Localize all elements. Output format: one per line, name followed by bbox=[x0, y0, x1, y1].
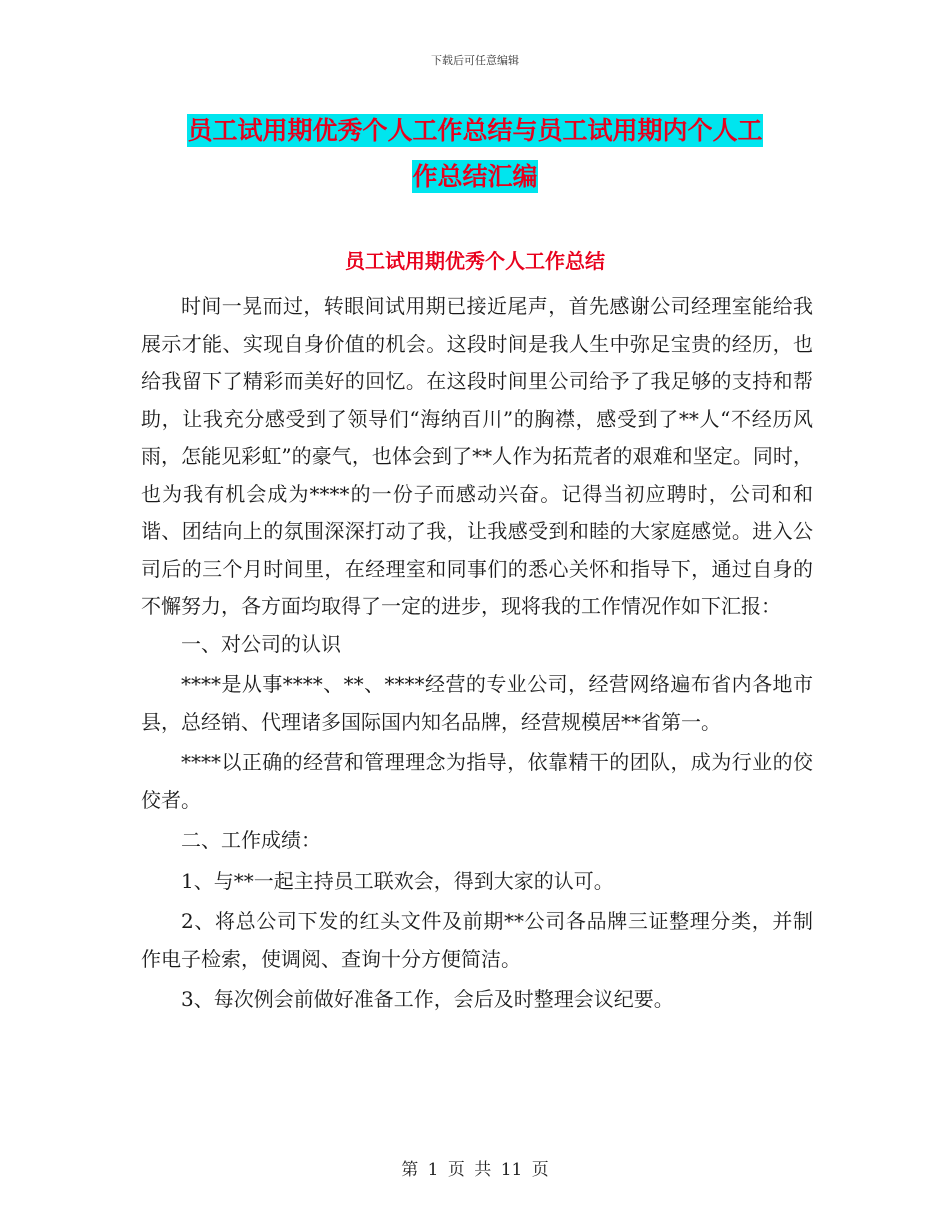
body-text bbox=[141, 288, 813, 1019]
title-line-1: 员工试用期优秀个人工作总结与员工试用期内个人工 bbox=[187, 116, 763, 145]
section-title: 员工试用期优秀个人工作总结 bbox=[345, 249, 605, 273]
list-item-3: 3、每次例会前做好准备工作，会后及时整理会议纪要。 bbox=[181, 987, 674, 1011]
title-line-2: 作总结汇编 bbox=[412, 162, 538, 191]
list-item-1: 1、与**一起主持员工联欢会，得到大家的认可。 bbox=[181, 868, 614, 893]
paragraph-philosophy: ****以正确的经营和管理理念为指导，依靠精干的团队，成为行业的佼佼者。 bbox=[141, 750, 813, 812]
document-title bbox=[140, 108, 810, 200]
paragraph-company: ****是从事****、**、****经营的专业公司，经营网络遍布省内各地市县，总经销、代理诸多国际国内知名品牌，经营规模居**省第一。 bbox=[141, 672, 813, 734]
paragraph-intro: 时间一晃而过，转眼间试用期已接近尾声，首先感谢公司经理室能给我展示才能、实现自身价值的机会。这段时间是我人生中弥足宝贵的经历，也给我留下了精彩而美好的回忆。在这段时间里公司给予了我足够的支持和帮助，让我充分感受到了领导们“海纳百川”的胸襟，感受到了**人“不经历风雨，怎能见彩虹”的豪气，也体会到了**人作为拓荒者的艰难和坚定。同时，也为我有机会成为****的一份子而感动兴奋。记得当初应聘时，公司和和谐、团结向上的氛围深深打动了我，让我感受到和睦的大家庭感觉。进入公司后的三个月时间里，在经理室和同事们的悉心关怀和指导下，通过自身的不懈努力，各方面均取得了一定的进步，现将我的工作情况作如下汇报： bbox=[141, 294, 813, 618]
page-footer: 第 1 页 共 11 页 bbox=[401, 1160, 549, 1180]
paragraph-heading-1: 一、对公司的认识 bbox=[181, 631, 341, 656]
list-item-2: 2、将总公司下发的红头文件及前期**公司各品牌三证整理分类，并制作电子检索，使调阅、查询十分方便简洁。 bbox=[141, 909, 813, 971]
paragraph-heading-2: 二、工作成绩： bbox=[181, 828, 321, 852]
header-note: 下载后可任意编辑 bbox=[431, 54, 519, 67]
